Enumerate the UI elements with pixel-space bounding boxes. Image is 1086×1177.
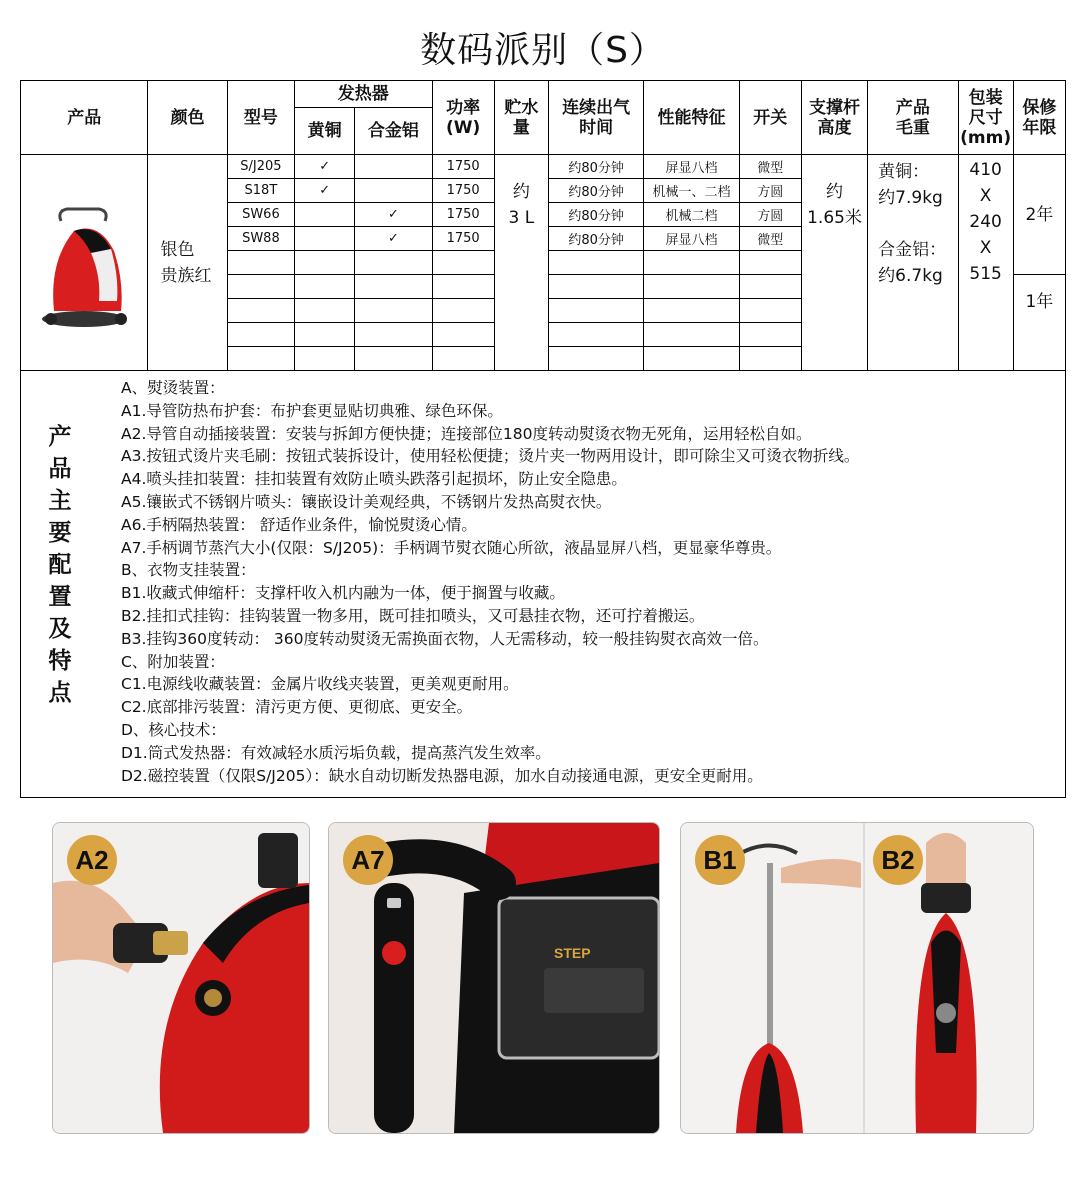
photo-a7 [328, 822, 660, 1134]
steamer-product-image [29, 191, 139, 331]
row-brass [295, 203, 355, 227]
badge-b2: B2 [873, 835, 923, 885]
row-switch: 微型 [739, 227, 801, 251]
feature-line: A5.镶嵌式不锈钢片喷头：镶嵌设计美观经典，不锈钢片发热高熨衣快。 [121, 492, 612, 511]
row-power [432, 275, 494, 299]
feature-line: D1.筒式发热器：有效减轻水质污垢负载，提高蒸汽发生效率。 [121, 743, 551, 762]
feature-line: D、核心技术： [121, 720, 226, 739]
header-gross-weight: 产品 毛重 [868, 81, 958, 155]
row-alloy [355, 155, 432, 179]
row-model: S/J205 [227, 155, 294, 179]
features-side-char: 点 [48, 680, 72, 706]
row-performance [644, 251, 739, 275]
feature-line: A1.导管防热布护套：布护套更显贴切典雅、绿色环保。 [121, 401, 503, 420]
pole-height-value: 约 1.65米 [801, 155, 867, 371]
header-alloy: 合金铝 [355, 108, 432, 155]
row-power: 1750 [432, 155, 494, 179]
feature-line: B、衣物支挂装置： [121, 561, 256, 580]
row-power [432, 347, 494, 371]
header-color: 颜色 [148, 81, 227, 155]
feature-line: C、附加装置： [121, 652, 225, 671]
row-performance [644, 323, 739, 347]
features-side-char: 及 [48, 616, 72, 642]
row-switch [739, 323, 801, 347]
badge-a7: A7 [343, 835, 393, 885]
header-steam-time: 连续出气 时间 [548, 81, 643, 155]
row-switch [739, 299, 801, 323]
row-model [227, 275, 294, 299]
row-power: 1750 [432, 203, 494, 227]
features-side-char: 特 [48, 648, 72, 674]
row-performance [644, 347, 739, 371]
row-power [432, 251, 494, 275]
features-list [121, 377, 859, 787]
row-performance [644, 275, 739, 299]
row-steam-time: 约80分钟 [548, 155, 643, 179]
header-performance: 性能特征 [644, 81, 739, 155]
features-side-char: 品 [48, 456, 72, 482]
badge-b1: B1 [695, 835, 745, 885]
row-steam-time: 约80分钟 [548, 179, 643, 203]
header-power: 功率 (W) [432, 81, 494, 155]
row-steam-time [548, 323, 643, 347]
row-model: SW66 [227, 203, 294, 227]
feature-line: B3.挂钩360度转动： 360度转动熨烫无需换面衣物，人无需移动，较一般挂钩熨衣高效一倍。 [121, 629, 769, 648]
page-title: 数码派别（S） [420, 30, 666, 71]
row-alloy [355, 299, 432, 323]
feature-line: C1.电源线收藏装置：金属片收线夹装置，更美观更耐用。 [121, 675, 519, 694]
row-steam-time [548, 347, 643, 371]
row-brass: ✓ [295, 179, 355, 203]
feature-line: C2.底部排污装置：清污更方便、更彻底、更安全。 [121, 698, 473, 717]
row-switch: 微型 [739, 155, 801, 179]
photo-b [680, 822, 1034, 1134]
package-size-value: 410 X 240 X 515 [958, 155, 1013, 371]
row-steam-time [548, 299, 643, 323]
feature-line: A3.按钮式烫片夹毛刷：按钮式装拆设计，使用轻松便捷；烫片夹一物两用设计，即可除尘又可烫衣物折线。 [121, 447, 860, 466]
row-alloy: ✓ [355, 203, 432, 227]
row-alloy [355, 251, 432, 275]
row-power [432, 299, 494, 323]
row-alloy: ✓ [355, 227, 432, 251]
row-model [227, 251, 294, 275]
gross-weight-value: 黄铜： 约7.9kg 合金铝： 约6.7kg [868, 155, 958, 371]
warranty-bottom-value: 1年 [1013, 275, 1065, 371]
row-model [227, 347, 294, 371]
row-brass [295, 299, 355, 323]
feature-line: B2.挂扣式挂钩：挂钩装置一物多用，既可挂扣喷头，又可悬挂衣物，还可拧着搬运。 [121, 606, 705, 625]
row-steam-time: 约80分钟 [548, 227, 643, 251]
row-alloy [355, 179, 432, 203]
header-warranty: 保修 年限 [1013, 81, 1065, 155]
features-side-char: 要 [48, 520, 72, 546]
color-value: 银色 贵族红 [148, 155, 227, 371]
features-section [20, 370, 1066, 798]
feature-line: A2.导管自动插接装置：安装与拆卸方便快捷；连接部位180度转动熨烫衣物无死角，运用轻松自如。 [121, 424, 812, 443]
tank-value: 约 3 L [494, 155, 548, 371]
header-brass: 黄铜 [295, 108, 355, 155]
feature-line: A4.喷头挂扣装置：挂扣装置有效防止喷头跌落引起损坏，防止安全隐患。 [121, 470, 627, 489]
row-model [227, 323, 294, 347]
feature-line: D2.磁控装置（仅限S/J205）：缺水自动切断发热器电源，加水自动接通电源，更安全更耐用。 [121, 766, 763, 785]
features-side-char: 配 [48, 552, 72, 578]
row-performance: 机械二档 [644, 203, 739, 227]
feature-line: B1.收藏式伸缩杆：支撑杆收入机内融为一体，便于搁置与收藏。 [121, 584, 565, 603]
header-model: 型号 [227, 81, 294, 155]
row-switch: 方圆 [739, 179, 801, 203]
row-performance: 机械一、二档 [644, 179, 739, 203]
row-switch [739, 347, 801, 371]
header-package-size: 包装 尺寸 (mm) [958, 81, 1013, 155]
features-side-label [41, 421, 79, 709]
row-steam-time [548, 251, 643, 275]
row-performance: 屏显八档 [644, 155, 739, 179]
row-alloy [355, 275, 432, 299]
features-side-char: 主 [48, 488, 72, 514]
features-side-char: 置 [48, 584, 72, 610]
feature-line: A、熨烫装置： [121, 379, 225, 397]
row-model [227, 299, 294, 323]
header-heater: 发热器 [295, 81, 433, 108]
row-alloy [355, 347, 432, 371]
product-image-cell [21, 155, 148, 371]
features-side-char: 产 [48, 424, 72, 450]
feature-line: A7.手柄调节蒸汽大小(仅限：S/J205)：手柄调节熨衣随心所欲，液晶显屏八档，更显豪华尊贵。 [121, 538, 782, 557]
row-brass [295, 227, 355, 251]
row-alloy [355, 323, 432, 347]
row-performance [644, 299, 739, 323]
row-power: 1750 [432, 179, 494, 203]
step-label: STEP [554, 945, 591, 961]
warranty-top-value: 2年 [1013, 155, 1065, 275]
row-steam-time [548, 275, 643, 299]
row-power: 1750 [432, 227, 494, 251]
badge-a2: A2 [67, 835, 117, 885]
header-pole-height: 支撑杆 高度 [801, 81, 867, 155]
row-brass: ✓ [295, 155, 355, 179]
row-power [432, 323, 494, 347]
row-brass [295, 347, 355, 371]
header-product: 产品 [21, 81, 148, 155]
row-switch: 方圆 [739, 203, 801, 227]
feature-line: A6.手柄隔热装置： 舒适作业条件，愉悦熨烫心情。 [121, 515, 477, 534]
row-performance: 屏显八档 [644, 227, 739, 251]
row-switch [739, 251, 801, 275]
header-tank: 贮水 量 [494, 81, 548, 155]
row-steam-time: 约80分钟 [548, 203, 643, 227]
spec-table [20, 80, 1066, 371]
row-brass [295, 275, 355, 299]
row-switch [739, 275, 801, 299]
row-model: SW88 [227, 227, 294, 251]
header-switch: 开关 [739, 81, 801, 155]
row-model: S18T [227, 179, 294, 203]
row-brass [295, 251, 355, 275]
row-brass [295, 323, 355, 347]
photo-a2 [52, 822, 310, 1134]
